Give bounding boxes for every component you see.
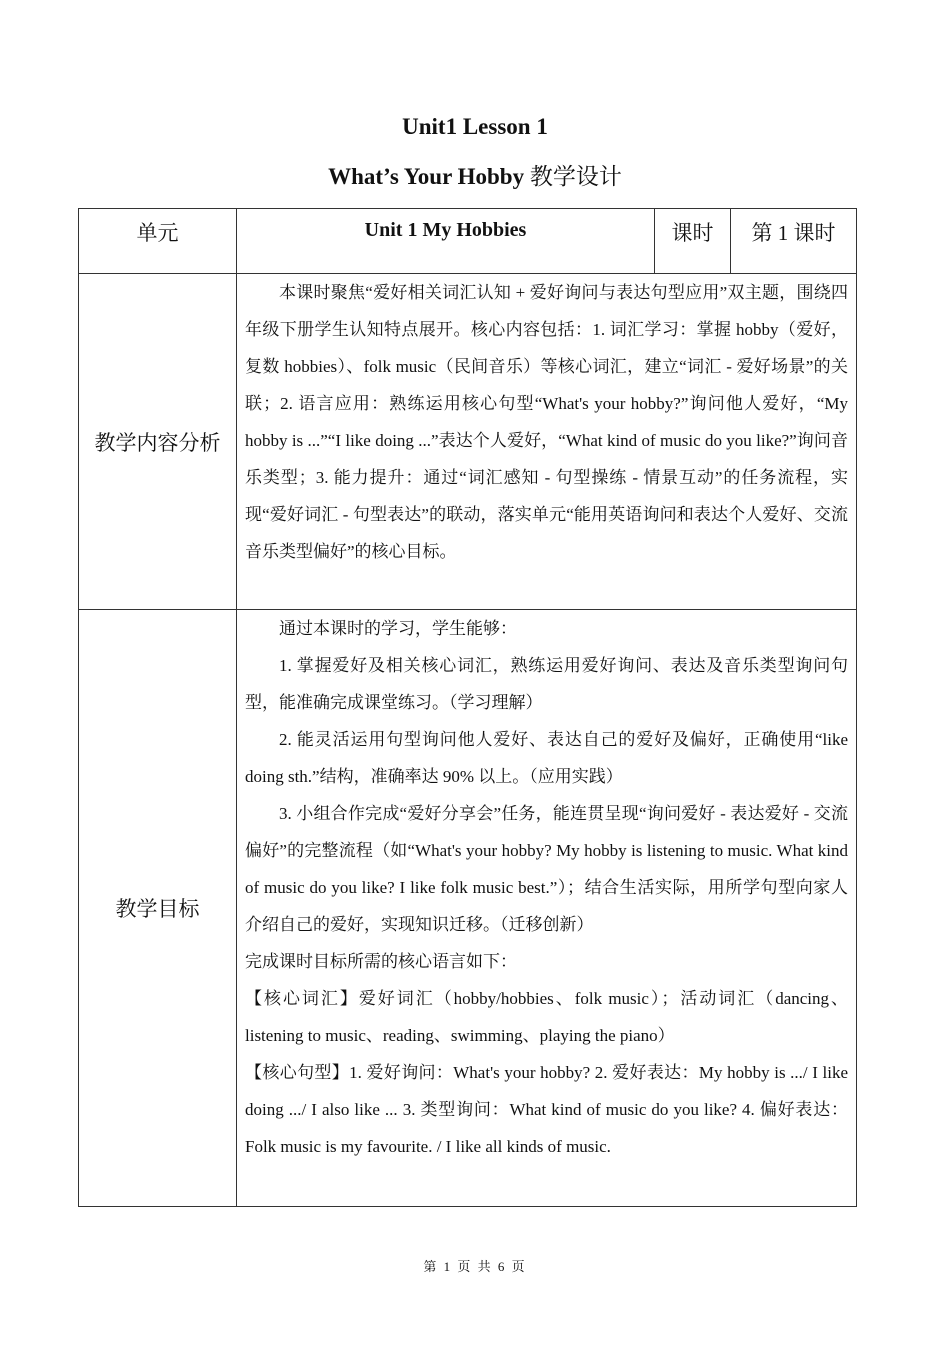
header-row	[79, 209, 857, 274]
objectives-row	[79, 610, 857, 1207]
document-title: Unit1 Lesson 1	[402, 114, 548, 139]
document-subtitle	[0, 158, 950, 191]
content-analysis-row	[79, 274, 857, 610]
content-analysis-text: 本课时聚焦“爱好相关词汇认知 + 爱好询问与表达句型应用”双主题，围绕四年级下册学生认知特点展开。核心内容包括：1. 词汇学习：掌握 hobby（爱好，复数 hobbies）、folk music（民间音乐）等核心词汇，建立“词汇 - 爱好场景”的关联；2. 语言应用：熟练运用核心句型“What's your hobby?”询问他人爱好，“My hobby is ...”“I like doing ...”表达个人爱好，“What kind of music do you like?”询问音乐类型；3. 能力提升：通过“词汇感知 - 句型操练 - 情景互动”的任务流程，实现“爱好词汇 - 句型表达”的联动，落实单元“能用英语询问和表达个人爱好、交流音乐类型偏好”的核心目标。	[245, 283, 848, 561]
core-vocabulary: 【核心词汇】爱好词汇（hobby/hobbies、folk music）；活动词汇（dancing、listening to music、reading、swimming、playing the piano）	[245, 989, 848, 1045]
subtitle-chinese: 教学设计	[529, 164, 622, 189]
unit-label: 单元	[79, 209, 237, 274]
unit-value: Unit 1 My Hobbies	[237, 209, 655, 274]
subtitle-english: What’s Your Hobby	[328, 164, 530, 189]
objectives-cell	[237, 610, 857, 1207]
objective-2: 2. 能灵活运用句型询问他人爱好、表达自己的爱好及偏好，正确使用“like doing sth.”结构，准确率达 90% 以上。（应用实践）	[245, 730, 848, 786]
lesson-plan-table	[78, 208, 857, 1207]
content-analysis-cell	[237, 274, 857, 610]
core-language-intro: 完成课时目标所需的核心语言如下：	[245, 952, 517, 971]
page-footer: 第 1 页 共 6 页	[423, 1259, 527, 1274]
period-label: 课时	[655, 209, 731, 274]
objectives-intro: 通过本课时的学习，学生能够：	[279, 619, 517, 638]
period-value: 第 1 课时	[731, 209, 857, 274]
content-analysis-label: 教学内容分析	[79, 274, 237, 610]
objective-3: 3. 小组合作完成“爱好分享会”任务，能连贯呈现“询问爱好 - 表达爱好 - 交流偏好”的完整流程（如“What's your hobby? My hobby is listening to music. What kind of music do you like? I like folk music best.”）；结合生活实际，用所学句型向家人介绍自己的爱好，实现知识迁移。（迁移创新）	[245, 804, 848, 934]
objective-1: 1. 掌握爱好及相关核心词汇，熟练运用爱好询问、表达及音乐类型询问句型，能准确完成课堂练习。（学习理解）	[245, 656, 848, 712]
core-sentences: 【核心句型】1. 爱好询问：What's your hobby? 2. 爱好表达：My hobby is .../ I like doing .../ I also like ... 3. 类型询问：What kind of music do you like? 4. 偏好表达：Folk music is my favourite. / I like all kinds of music.	[245, 1063, 848, 1156]
objectives-label: 教学目标	[79, 610, 237, 1207]
